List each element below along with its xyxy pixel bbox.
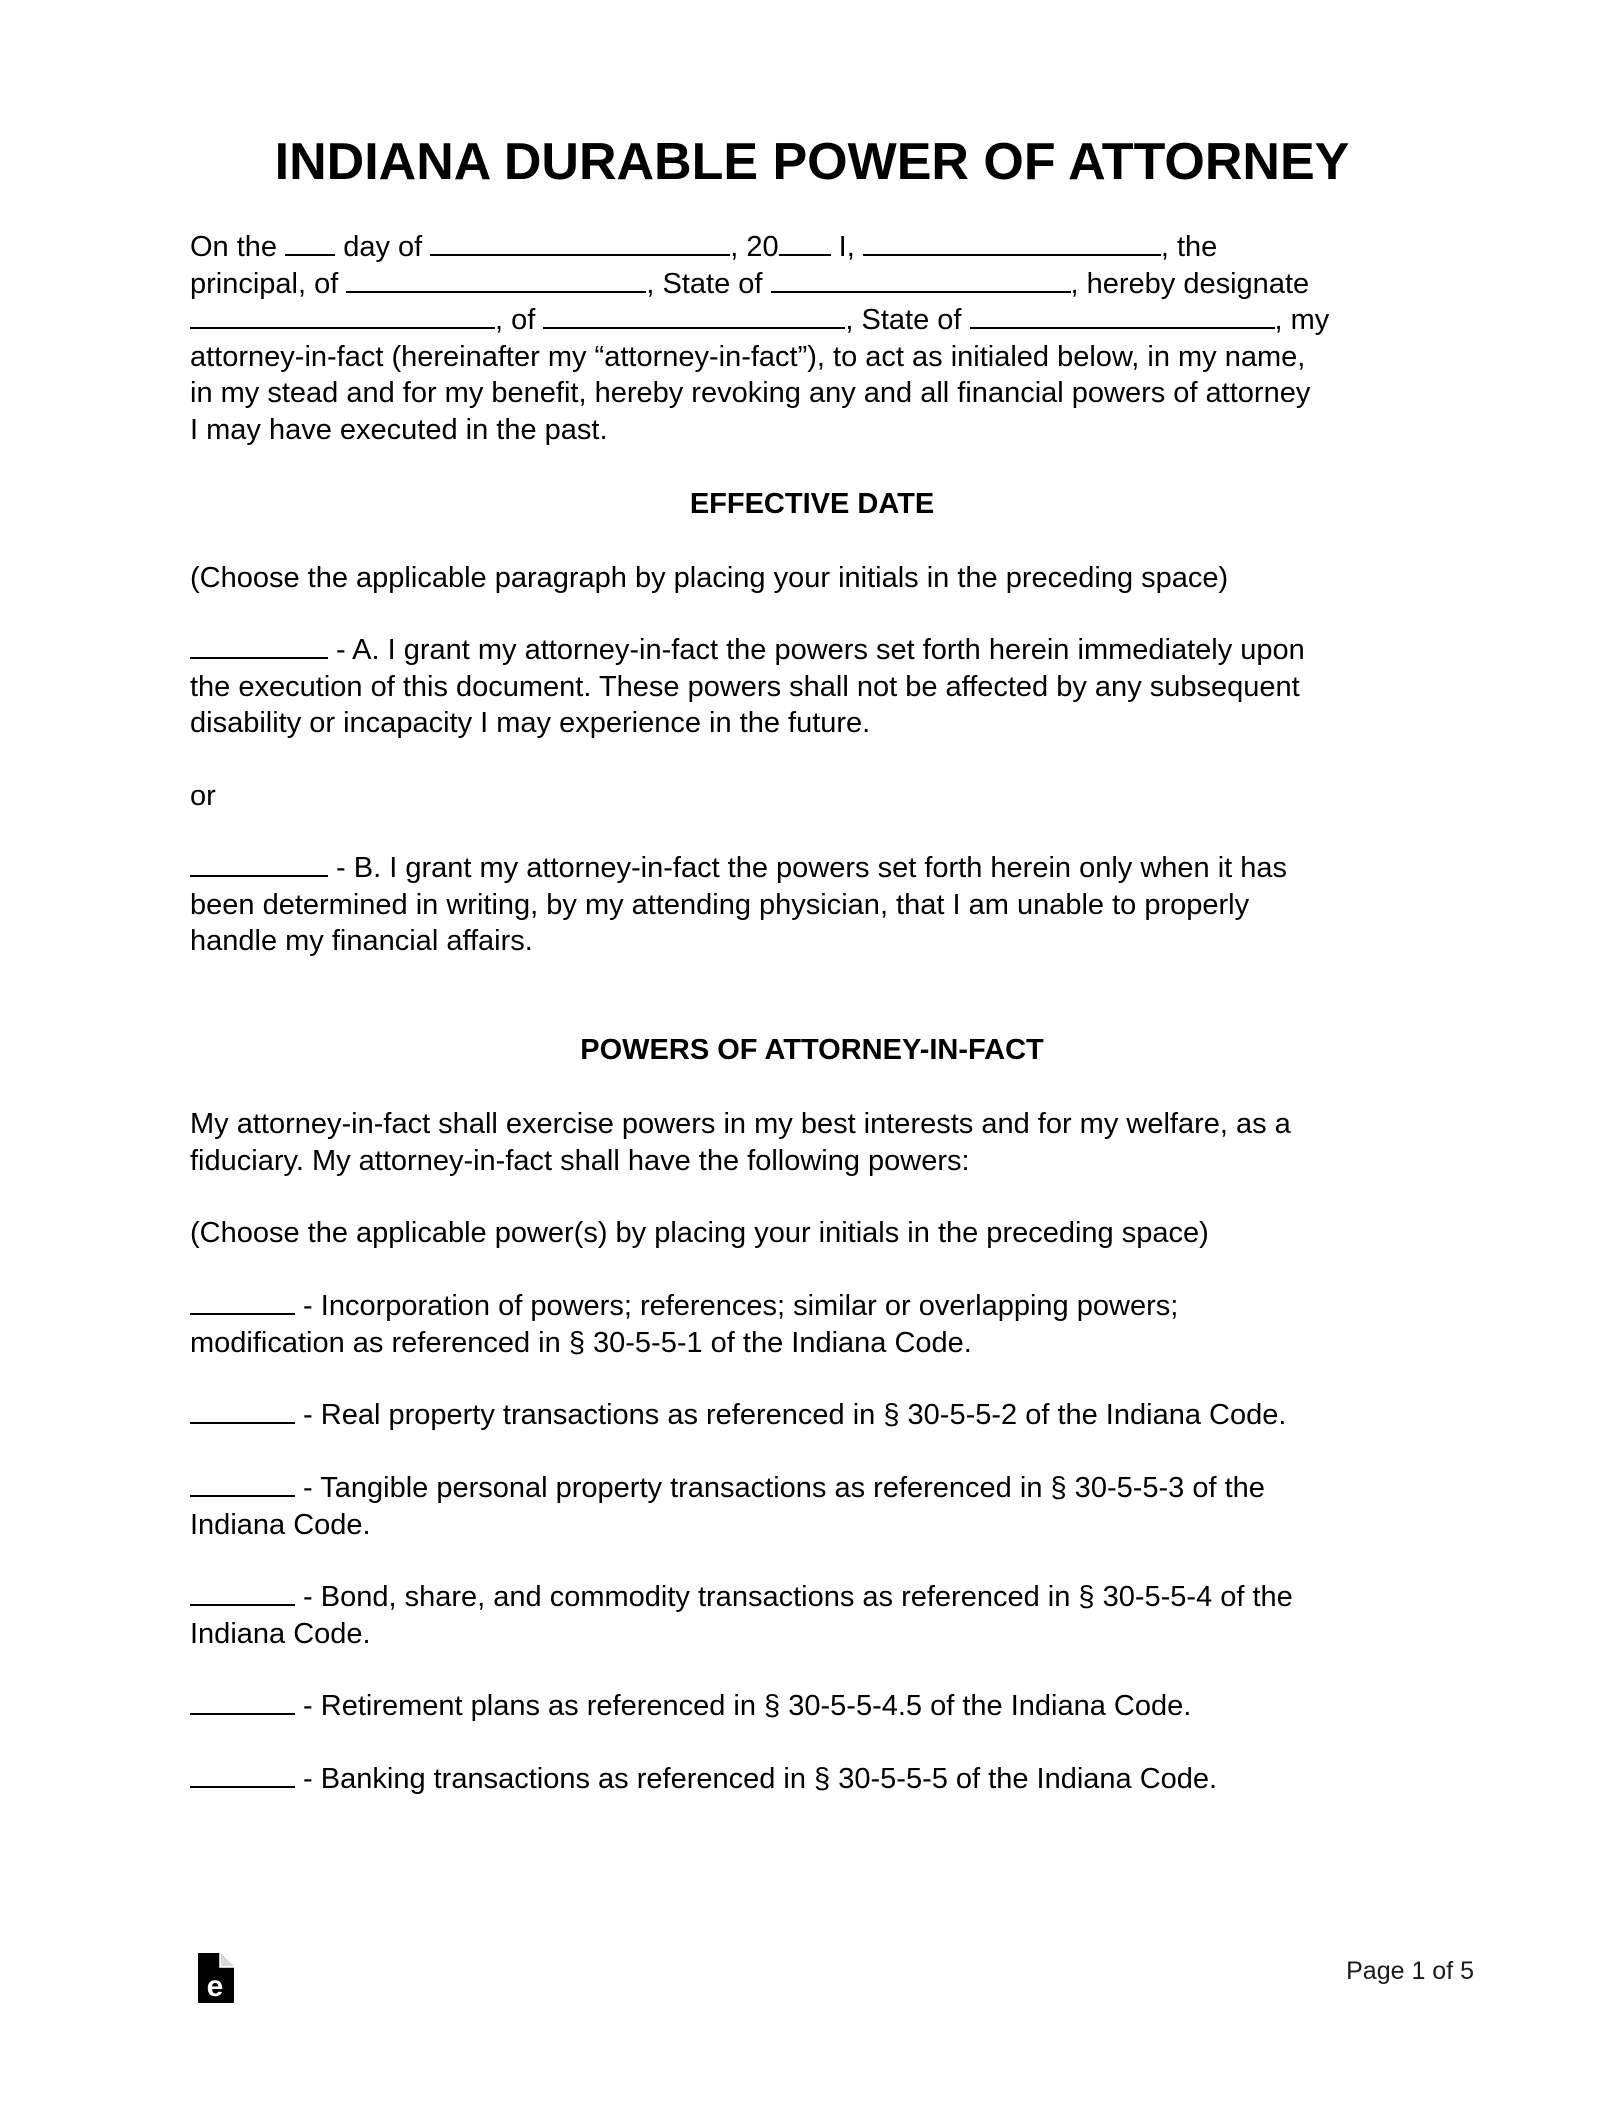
option-b-initials-blank[interactable] [190, 851, 328, 877]
effective-option-b: - B. I grant my attorney-in-fact the powers set forth herein only when it has been determined in writing, by my attending physician, that I am unable to properly handle my financial affairs. [190, 852, 1288, 957]
document-title: INDIANA DURABLE POWER OF ATTORNEY [274, 133, 1350, 191]
power-4-initials-blank[interactable] [190, 1580, 295, 1606]
intro-line-6: I may have executed in the past. [190, 413, 608, 446]
intro-line-4: attorney-in-fact (hereinafter my “attorney-in-fact”), to act as initialed below, in my name, [190, 340, 1306, 373]
power-item-1: - Incorporation of powers; references; similar or overlapping powers; modification as referenced in § 30-5-5-1 of the Indiana Code. [190, 1290, 1179, 1359]
svg-text:e: e [206, 1970, 224, 2003]
powers-intro: My attorney-in-fact shall exercise powers in my best interests and for my welfare, as a fiduciary. My attorney-in-fact shall have the following powers: [190, 1108, 1291, 1177]
day-blank[interactable] [285, 230, 335, 256]
effective-date-instruction: (Choose the applicable paragraph by placing your initials in the preceding space) [190, 562, 1229, 594]
power-6-initials-blank[interactable] [190, 1762, 295, 1788]
power-5-initials-blank[interactable] [190, 1689, 295, 1715]
powers-instruction: (Choose the applicable power(s) by placing your initials in the preceding space) [190, 1217, 1209, 1249]
power-item-6: - Banking transactions as referenced in § 30-5-5-5 of the Indiana Code. [190, 1761, 1422, 1798]
principal-city-blank[interactable] [346, 267, 646, 293]
effective-date-heading: EFFECTIVE DATE [689, 488, 935, 520]
intro-line-2: principal, of , State of , hereby designate [190, 267, 1310, 300]
month-blank[interactable] [430, 230, 730, 256]
intro-paragraph [190, 229, 1422, 448]
intro-line-3: , of , State of , my [190, 302, 1422, 339]
principal-name-blank[interactable] [863, 230, 1161, 256]
year-blank[interactable] [779, 230, 831, 256]
page-number: Page 1 of 5 [1346, 1957, 1474, 1985]
intro-line-5: in my stead and for my benefit, hereby revoking any and all financial powers of attorney [190, 377, 1311, 409]
eforms-document-icon [198, 1953, 234, 2003]
power-item-3: - Tangible personal property transactions as referenced in § 30-5-5-3 of the Indiana Code. [190, 1472, 1265, 1541]
attorney-state-blank[interactable] [970, 303, 1275, 329]
or-label: or [190, 780, 216, 812]
power-item-4: - Bond, share, and commodity transactions as referenced in § 30-5-5-4 of the Indiana Code. [190, 1581, 1293, 1650]
intro-line-1: On the day of , 20 I, , the [190, 231, 1218, 263]
power-item-5: - Retirement plans as referenced in § 30-5-5-4.5 of the Indiana Code. [190, 1688, 1422, 1725]
power-item-2: - Real property transactions as referenced in § 30-5-5-2 of the Indiana Code. [190, 1397, 1422, 1434]
principal-state-blank[interactable] [771, 267, 1071, 293]
power-1-initials-blank[interactable] [190, 1289, 295, 1315]
power-2-initials-blank[interactable] [190, 1398, 295, 1424]
powers-heading: POWERS OF ATTORNEY-IN-FACT [580, 1034, 1044, 1066]
attorney-city-blank[interactable] [543, 303, 845, 329]
attorney-name-blank[interactable] [190, 303, 495, 329]
option-a-initials-blank[interactable] [190, 633, 328, 659]
effective-option-a: - A. I grant my attorney-in-fact the powers set forth herein immediately upon the execution of this document. These powers shall not be affected by any subsequent disability or incapacity I may experience in the future. [190, 634, 1305, 739]
power-3-initials-blank[interactable] [190, 1471, 295, 1497]
